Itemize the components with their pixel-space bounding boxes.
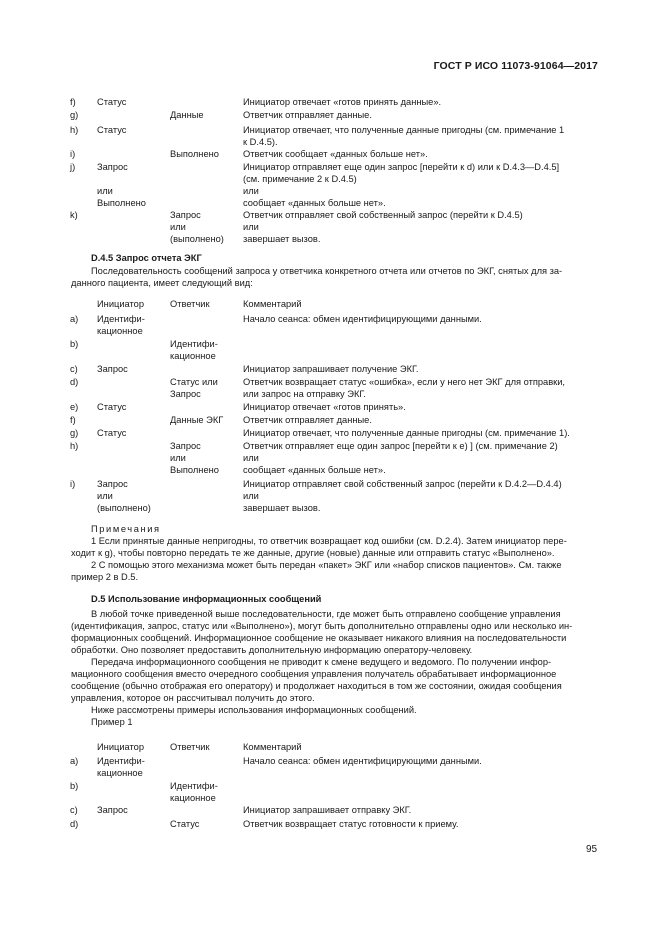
example-label: Пример 1	[91, 717, 133, 727]
initiator-cell	[97, 363, 128, 375]
comment-cell	[243, 755, 599, 767]
cell-line: Запрос	[97, 479, 128, 489]
page-number: 95	[586, 844, 598, 855]
paragraph-line: В любой точке приведенной выше последовательности, где может быть отправлено сообщение управления	[91, 609, 561, 619]
document-header: ГОСТ Р ИСО 11073-91064—2017	[433, 60, 598, 72]
row-letter: g)	[70, 428, 79, 438]
cell-line: Инициатор отправляет еще один запрос [перейти к d) или к D.4.3—D.4.5]	[243, 162, 560, 172]
cell-line: Ответчик отправляет еще один запрос [перейти к е) ] (см. примечание 2)	[243, 441, 558, 451]
section-heading-d5: D.5 Использование информационных сообщений	[91, 594, 322, 604]
cell-line: Статус	[97, 125, 127, 135]
comment-cell	[243, 109, 599, 121]
row-letter: c)	[70, 364, 78, 374]
column-header-responder: Ответчик	[170, 742, 210, 752]
note-line: пример 2 в D.5.	[71, 572, 139, 582]
comment-cell	[243, 376, 599, 400]
comment-cell	[243, 363, 599, 375]
cell-line	[97, 173, 146, 185]
cell-line: Запрос	[97, 364, 128, 374]
row-letter: f)	[70, 97, 76, 107]
cell-line: Идентифи-	[170, 339, 218, 349]
row-letter: h)	[70, 441, 79, 451]
cell-line: Инициатор запрашивает отправку ЭКГ.	[243, 805, 412, 815]
row-letter: i)	[70, 149, 76, 159]
cell-line: Данные	[170, 110, 204, 120]
section-d45-intro	[71, 265, 599, 289]
cell-line: Ответчик возвращает статус «ошибка», если у него нет ЭКГ для отправки,	[243, 377, 565, 387]
row-letter: g)	[70, 110, 79, 120]
cell-line: (выполнено)	[170, 234, 224, 244]
initiator-cell	[97, 161, 146, 209]
cell-line: Идентифи-	[97, 314, 145, 324]
cell-line: Ответчик отправляет данные.	[243, 415, 372, 425]
intro-line: данного пациента, имеет следующий вид:	[71, 278, 253, 288]
comment-cell	[243, 478, 599, 514]
cell-line: или запрос на отправку ЭКГ.	[243, 389, 366, 399]
cell-line: Инициатор запрашивает получение ЭКГ.	[243, 364, 419, 374]
note-line: 2 С помощью этого механизма может быть передан «пакет» ЭКГ или «набор списков пациентов». См. также	[91, 560, 562, 570]
column-header-comment: Комментарий	[243, 742, 302, 752]
cell-line: Статус	[97, 428, 127, 438]
paragraph-line: управления, которое он рассчитывал получить до этого.	[71, 693, 315, 703]
cell-line: Инициатор отвечает «готов принять данные».	[243, 97, 442, 107]
paragraph-line: Ниже рассмотрены примеры использования информационных сообщений.	[91, 705, 417, 715]
comment-cell	[243, 313, 599, 325]
column-header-comment: Комментарий	[243, 299, 302, 309]
notes-block	[71, 535, 599, 583]
cell-line: Начало сеанса: обмен идентифицирующими данными.	[243, 756, 482, 766]
comment-cell	[243, 414, 599, 426]
row-letter: c)	[70, 805, 78, 815]
cell-line: Статус	[97, 97, 127, 107]
row-letter: b)	[70, 781, 79, 791]
initiator-cell	[97, 804, 128, 816]
row-letter: h)	[70, 125, 79, 135]
cell-line: или	[243, 186, 259, 196]
column-header-initiator: Инициатор	[97, 742, 144, 752]
paragraph-line: мационного сообщения вместо очередного сообщения управления получатель обрабатывает информационное	[71, 669, 557, 679]
cell-line: Ответчик отправляет свой собственный запрос (перейти к D.4.5)	[243, 210, 523, 220]
cell-line: завершает вызов.	[243, 234, 321, 244]
paragraph-line: обработки. Оно позволяет предоставить дополнительную информацию оператору-человеку.	[71, 645, 473, 655]
row-letter: f)	[70, 415, 76, 425]
cell-line: кационное	[97, 768, 143, 778]
row-letter: d)	[70, 377, 79, 387]
cell-line: Инициатор отправляет свой собственный запрос (перейти к D.4.2—D.4.4)	[243, 479, 562, 489]
paragraph-line: Передача информационного сообщения не приводит к смене ведущего и ведомого. По получении инфор-	[91, 657, 552, 667]
cell-line: Идентифи-	[170, 781, 218, 791]
responder-cell	[170, 780, 218, 804]
comment-cell	[243, 124, 599, 148]
initiator-cell	[97, 96, 126, 108]
cell-line: Ответчик отправляет данные.	[243, 110, 372, 120]
comment-cell	[243, 440, 599, 476]
comment-cell	[243, 401, 599, 413]
cell-line: Статус	[97, 402, 127, 412]
comment-cell	[243, 818, 599, 830]
cell-line: Выполнено	[170, 149, 219, 159]
note-line: ходит к g), чтобы повторно передать те же данные, другие (новые) данные или отправить статус «Выполнено».	[71, 548, 555, 558]
column-header-responder: Ответчик	[170, 299, 210, 309]
paragraph-line: сообщение (обычно отображая его оператору) и продолжает находиться в том же состоянии, ожидая сообщения	[71, 681, 562, 691]
responder-cell	[170, 818, 199, 830]
cell-line: Данные ЭКГ	[170, 415, 224, 425]
comment-cell	[243, 148, 599, 160]
cell-line: или	[243, 491, 259, 501]
section-heading-d45: D.4.5 Запрос отчета ЭКГ	[91, 253, 202, 263]
cell-line: Выполнено	[97, 198, 146, 208]
cell-line: сообщает «данных больше нет».	[243, 198, 386, 208]
responder-cell	[170, 209, 224, 245]
initiator-cell	[97, 313, 145, 337]
cell-line: (выполнено)	[97, 503, 151, 513]
intro-line: Последовательность сообщений запроса у ответчика конкретного отчета или отчетов по ЭКГ, снятых для за-	[91, 266, 563, 276]
cell-line: сообщает «данных больше нет».	[243, 465, 386, 475]
initiator-cell	[97, 478, 151, 514]
cell-line: Инициатор отвечает «готов принять».	[243, 402, 406, 412]
cell-line: Инициатор отвечает, что полученные данные пригодны (см. примечание 1).	[243, 428, 570, 438]
row-letter: a)	[70, 314, 79, 324]
row-letter: b)	[70, 339, 79, 349]
cell-line: кационное	[170, 351, 216, 361]
row-letter: a)	[70, 756, 79, 766]
cell-line: (см. примечание 2 к D.4.5)	[243, 174, 357, 184]
cell-line: или	[170, 222, 186, 232]
cell-line: Запрос	[170, 389, 201, 399]
paragraph-line: формационных сообщений. Информационное сообщение не оказывает никакого влияния на последовательности	[71, 633, 567, 643]
cell-line: Запрос	[97, 162, 128, 172]
row-letter: e)	[70, 402, 79, 412]
cell-line: Ответчик возвращает статус готовности к приему.	[243, 819, 459, 829]
initiator-cell	[97, 124, 126, 136]
responder-cell	[170, 376, 218, 400]
cell-line: Ответчик сообщает «данных больше нет».	[243, 149, 428, 159]
cell-line: или	[243, 453, 259, 463]
comment-cell	[243, 804, 599, 816]
cell-line: Статус	[170, 819, 200, 829]
cell-line: Запрос	[170, 441, 201, 451]
paragraph-line: (идентификация, запрос, статус или «Выполнено»), могут быть дополнительно отправлены одно или несколько ин-	[71, 621, 573, 631]
notes-title: Примечания	[91, 524, 161, 534]
cell-line: или	[97, 186, 113, 196]
responder-cell	[170, 338, 218, 362]
comment-cell	[243, 209, 599, 245]
cell-line: Запрос	[97, 805, 128, 815]
comment-cell	[243, 161, 599, 209]
responder-cell	[170, 109, 204, 121]
row-letter: j)	[70, 162, 76, 172]
initiator-cell	[97, 427, 126, 439]
responder-cell	[170, 148, 219, 160]
initiator-cell	[97, 755, 145, 779]
cell-line: кационное	[170, 793, 216, 803]
comment-cell	[243, 96, 599, 108]
row-letter: k)	[70, 210, 78, 220]
comment-cell	[243, 427, 599, 439]
cell-line: к D.4.5).	[243, 137, 278, 147]
cell-line: или	[97, 491, 113, 501]
cell-line: Инициатор отвечает, что полученные данные пригодны (см. примечание 1	[243, 125, 565, 135]
cell-line: Начало сеанса: обмен идентифицирующими данными.	[243, 314, 482, 324]
note-line: 1 Если принятые данные непригодны, то ответчик возвращает код ошибки (см. D.2.4). Затем инициатор пере-	[91, 536, 567, 546]
cell-line: или	[243, 222, 259, 232]
section-d5-body	[71, 608, 599, 728]
cell-line: Выполнено	[170, 465, 219, 475]
responder-cell	[170, 414, 223, 426]
initiator-cell	[97, 401, 126, 413]
cell-line: Идентифи-	[97, 756, 145, 766]
cell-line: завершает вызов.	[243, 503, 321, 513]
row-letter: d)	[70, 819, 79, 829]
cell-line: Статус или	[170, 377, 218, 387]
column-header-initiator: Инициатор	[97, 299, 144, 309]
row-letter: i)	[70, 479, 76, 489]
responder-cell	[170, 440, 219, 476]
cell-line: кационное	[97, 326, 143, 336]
cell-line: Запрос	[170, 210, 201, 220]
cell-line: или	[170, 453, 186, 463]
